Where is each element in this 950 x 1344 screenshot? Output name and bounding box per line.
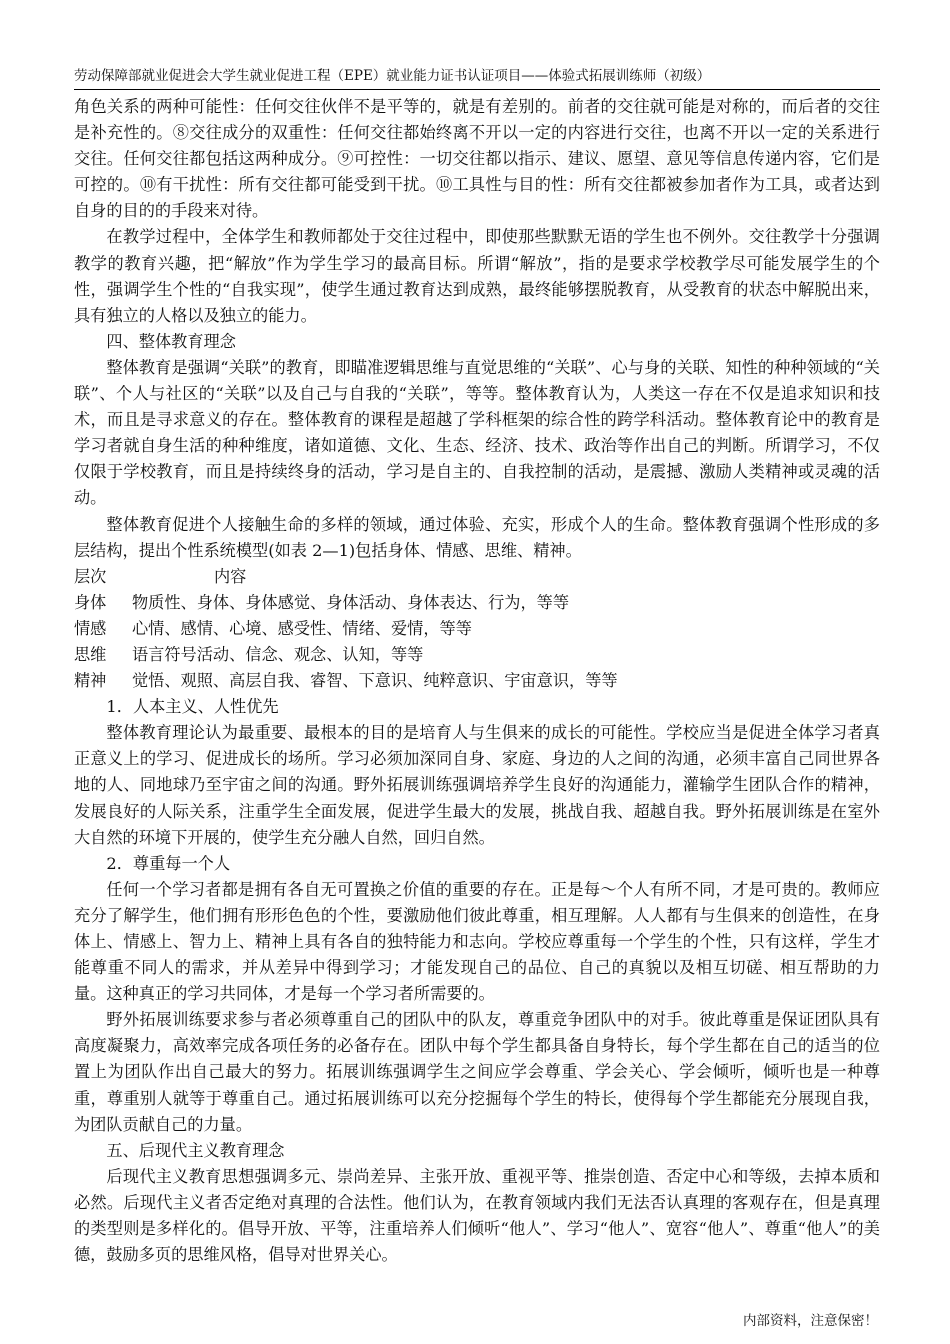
table-cell-level: 思维 [74, 644, 107, 664]
personality-table [74, 564, 880, 694]
table-row [74, 642, 880, 668]
table-row [74, 616, 880, 642]
table-header-row [74, 564, 880, 590]
paragraph: 整体教育理论认为最重要、最根本的目的是培育人与生俱来的成长的可能性。学校应当是促进全体学习者真正意义上的学习、促进成长的场所。学习必须加深同自身、家庭、身边的人之间的沟通，必须丰富自己同世界各地的人、同地球乃至宇宙之间的沟通。野外拓展训练强调培养学生良好的沟通能力，灌输学生团队合作的精神，发展良好的人际关系，注重学生全面发展，促进学生最大的发展，挑战自我、超越自我。野外拓展训练是在室外大自然的环境下开展的，使学生充分融人自然，回归自然。 [74, 723, 880, 847]
document-body [74, 94, 880, 1268]
paragraph: 后现代主义教育思想强调多元、崇尚差异、主张开放、重视平等、推崇创造、否定中心和等级，去掉本质和必然。后现代主义者否定绝对真理的合法性。他们认为，在教育领域内我们无法否认真理的客观存在，但是真理的类型则是多样化的。倡导开放、平等，注重培养人们倾听“他人”、学习“他人”、宽容“他人”、尊重“他人”的美德，鼓励多页的思维风格，倡导对世界关心。 [74, 1166, 880, 1265]
table-cell-level: 情感 [74, 618, 107, 638]
subsection-heading: 2．尊重每一个人 [106, 853, 231, 873]
table-cell-content: 心情、感情、心境、感受性、情绪、爱情，等等 [132, 618, 472, 638]
confidential-footer: 内部资料，注意保密！ [743, 1313, 878, 1329]
paragraph: 整体教育是强调“关联”的教育，即瞄准逻辑思维与直觉思维的“关联”、心与身的关联、知性的种种领域的“关联”、个人与社区的“关联”以及自己与自我的“关联”，等等。整体教育认为，人类这一存在不仅是追求知识和技术，而且是寻求意义的存在。整体教育的课程是超越了学科框架的综合性的跨学科活动。整体教育论中的教育是学习者就自身生活的种种维度，诸如道德、文化、生态、经济、技术、政治等作出自己的判断。所谓学习，不仅仅限于学校教育，而且是持续终身的活动，学习是自主的、自我控制的活动，是震撼、激励人类精神或灵魂的活动。 [74, 357, 880, 508]
table-row [74, 590, 880, 616]
table-cell-content: 物质性、身体、身体感觉、身体活动、身体表达、行为，等等 [132, 592, 570, 612]
table-header-cell: 层次 [74, 566, 107, 586]
table-row [74, 668, 880, 694]
section-heading: 四、整体教育理念 [106, 331, 236, 351]
paragraph: 整体教育促进个人接触生命的多样的领域，通过体验、充实，形成个人的生命。整体教育强调个性形成的多层结构，提出个性系统模型(如表 2—1)包括身体、情感、思维、精神。 [74, 514, 880, 560]
section-heading: 五、后现代主义教育理念 [106, 1140, 285, 1160]
table-cell-content: 觉悟、观照、高层自我、睿智、下意识、纯粹意识、宇宙意识，等等 [132, 671, 618, 691]
table-cell-level: 身体 [74, 592, 107, 612]
subsection-heading: 1．人本主义、人性优先 [106, 697, 279, 717]
paragraph: 在教学过程中，全体学生和教师都处于交往过程中，即使那些默默无语的学生也不例外。交往教学十分强调教学的教育兴趣，把“解放”作为学生学习的最高目标。所谓“解放”，指的是要求学校教学尽可能发展学生的个性，强调学生个性的“自我实现”，使学生通过教育达到成熟，最终能够摆脱教育，从受教育的状态中解脱出来，具有独立的人格以及独立的能力。 [74, 227, 880, 325]
paragraph: 角色关系的两种可能性：任何交往伙伴不是平等的，就是有差别的。前者的交往就可能是对称的，而后者的交往是补充性的。⑧交往成分的双重性：任何交往都始终离不开以一定的内容进行交往，也离不开以一定的关系进行交往。任何交往都包括这两种成分。⑨可控性：一切交往都以指示、建议、愿望、意见等信息传递内容，它们是可控的。⑩有干扰性：所有交往都可能受到干扰。⑩工具性与目的性：所有交往都被参加者作为工具，或者达到自身的目的的手段来对待。 [74, 97, 880, 221]
table-cell-content: 语言符号活动、信念、观念、认知，等等 [132, 644, 424, 664]
table-cell-level: 精神 [74, 671, 107, 691]
paragraph: 野外拓展训练要求参与者必须尊重自己的团队中的队友，尊重竞争团队中的对手。彼此尊重是保证团队具有高度凝聚力，高效率完成各项任务的必备存在。团队中每个学生都具备自身特长，每个学生都在自己的适当的位置上为团队作出自己最大的努力。拓展训练强调学生之间应学会尊重、学会关心、学会倾听，倾听也是一种尊重，尊重别人就等于尊重自己。通过拓展训练可以充分挖掘每个学生的特长，使得每个学生都能充分展现自我，为团队贡献自己的力量。 [74, 1010, 880, 1134]
page-header: 劳动保障部就业促进会大学生就业促进工程（EPE）就业能力证书认证项目——体验式拓展训练师（初级） [74, 66, 880, 90]
table-header-cell: 内容 [214, 566, 247, 586]
paragraph: 任何一个学习者都是拥有各自无可置换之价值的重要的存在。正是每～个人有所不同，才是可贵的。教师应充分了解学生，他们拥有形形色色的个性，要激励他们彼此尊重，相互理解。人人都有与生俱来的创造性，在身体上、情感上、智力上、精神上具有各自的独特能力和志向。学校应尊重每一个学生的个性，只有这样，学生才能尊重不同人的需求，并从差异中得到学习；才能发现自己的品位、自己的真貌以及相互切磋、相互帮助的力量。这种真正的学习共同体，才是每一个学习者所需要的。 [74, 879, 880, 1004]
